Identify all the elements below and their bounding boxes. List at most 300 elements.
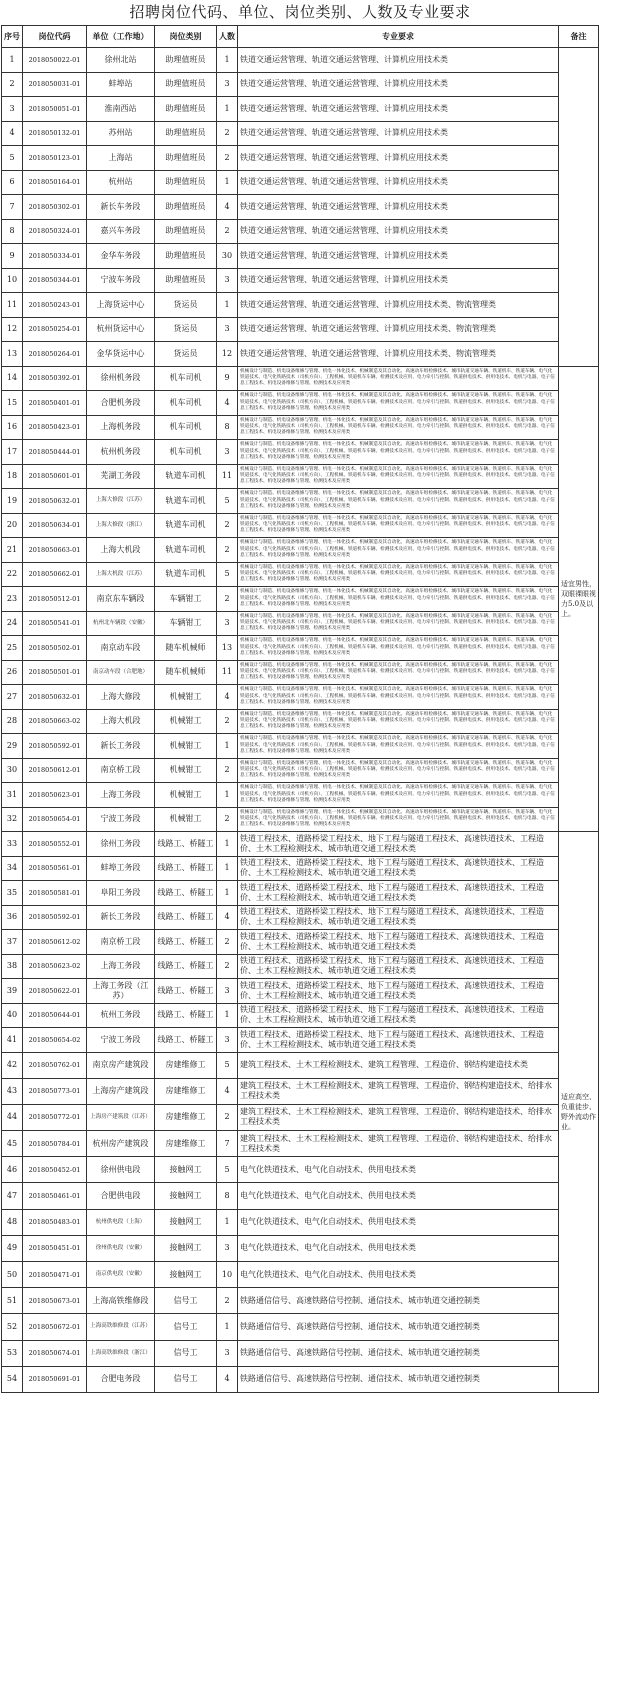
row-category: 线路工、桥隧工: [155, 954, 217, 979]
row-major: 铁道工程技术、道路桥梁工程技术、地下工程与隧道工程技术、高速铁道技术、工程造价、土木工程检测技术、城市轨道交通工程技术类: [238, 930, 559, 955]
table-row: [2, 709, 599, 734]
table-row: [2, 636, 599, 661]
row-code: 2018050784-01: [23, 1131, 87, 1157]
row-count: 1: [217, 1003, 238, 1028]
row-no: 2: [2, 72, 23, 97]
row-category: 车辆钳工: [155, 611, 217, 636]
row-count: 5: [217, 489, 238, 514]
row-unit: 杭州站: [87, 170, 155, 195]
row-unit: 新长车务段: [87, 195, 155, 220]
row-no: 23: [2, 587, 23, 612]
row-unit: 杭州北车辆段（安徽）: [87, 611, 155, 636]
row-count: 2: [217, 930, 238, 955]
row-category: 车辆钳工: [155, 587, 217, 612]
table-row: [2, 1003, 599, 1028]
note-field-work: 适应高空、负重徒步、野外流动作业。: [559, 832, 599, 1393]
row-unit: 新长工务段: [87, 734, 155, 759]
row-major: 电气化铁道技术、电气化自动技术、供用电技术类: [238, 1183, 559, 1209]
note-vision: 适宜男性，双眼裸眼视力5.0及以上。: [559, 366, 599, 832]
row-no: 34: [2, 856, 23, 881]
table-row: [2, 1131, 599, 1157]
row-major: 铁道交通运营管理、轨道交通运营管理、计算机应用技术类: [238, 97, 559, 122]
recruitment-table: [1, 25, 599, 1393]
row-category: 助理值班员: [155, 170, 217, 195]
row-major: 铁道交通运营管理、轨道交通运营管理、计算机应用技术类: [238, 219, 559, 244]
row-code: 2018050123-01: [23, 146, 87, 171]
row-no: 6: [2, 170, 23, 195]
row-unit: 合肥电务段: [87, 1366, 155, 1392]
row-unit: 新长工务段: [87, 905, 155, 930]
row-major: 机械设计与制造、机电设备维修与管理、机电一体化技术、机械制造及其自动化、高速动车组检修技术、城市轨道交通车辆、铁道机车、铁道车辆、电气化铁道技术、电气化铁路技术（司机方向）、工程机械、铁道机车车辆、检测技术及应用、电力牵引与控制、铁道供电技术、供用电技术、电机与电器、电子信息工程技术、机电设备维修与管理、检测技术及应用类: [238, 611, 559, 636]
row-unit: 杭州机务段: [87, 440, 155, 465]
row-category: 房建维修工: [155, 1104, 217, 1130]
row-no: 19: [2, 489, 23, 514]
row-category: 助理值班员: [155, 48, 217, 73]
row-count: 1: [217, 734, 238, 759]
table-row: [2, 293, 599, 318]
row-count: 3: [217, 979, 238, 1004]
row-category: 助理值班员: [155, 121, 217, 146]
row-no: 7: [2, 195, 23, 220]
row-code: 2018050243-01: [23, 293, 87, 318]
table-row: [2, 1209, 599, 1235]
row-category: 货运员: [155, 317, 217, 342]
row-count: 10: [217, 1262, 238, 1288]
row-count: 2: [217, 219, 238, 244]
row-code: 2018050581-01: [23, 881, 87, 906]
row-no: 16: [2, 415, 23, 440]
row-no: 24: [2, 611, 23, 636]
row-no: 18: [2, 464, 23, 489]
table-row: [2, 317, 599, 342]
row-code: 2018050662-01: [23, 562, 87, 587]
row-major: 铁路通信信号、高速铁路信号控制、通信技术、城市轨道交通控制类: [238, 1314, 559, 1340]
row-code: 2018050623-02: [23, 954, 87, 979]
row-major: 电气化铁道技术、电气化自动技术、供用电技术类: [238, 1262, 559, 1288]
table-row: [2, 1340, 599, 1366]
table-row: [2, 1314, 599, 1340]
row-category: 接触网工: [155, 1157, 217, 1183]
table-row: [2, 905, 599, 930]
row-no: 4: [2, 121, 23, 146]
row-unit: 蚌埠站: [87, 72, 155, 97]
row-unit: 上海大机段: [87, 709, 155, 734]
row-count: 12: [217, 342, 238, 367]
row-count: 2: [217, 146, 238, 171]
row-no: 12: [2, 317, 23, 342]
row-count: 4: [217, 195, 238, 220]
table-row: [2, 930, 599, 955]
row-unit: 合肥供电段: [87, 1183, 155, 1209]
row-count: 8: [217, 1183, 238, 1209]
row-no: 27: [2, 685, 23, 710]
row-major: 机械设计与制造、机电设备维修与管理、机电一体化技术、机械制造及其自动化、高速动车组检修技术、城市轨道交通车辆、铁道机车、铁道车辆、电气化铁道技术、电气化铁路技术（司机方向）、工程机械、铁道机车车辆、检测技术及应用、电力牵引与控制、铁道供电技术、供用电技术、电机与电器、电子信息工程技术、机电设备维修与管理、检测技术及应用类: [238, 513, 559, 538]
row-no: 54: [2, 1366, 23, 1392]
row-unit: 嘉兴车务段: [87, 219, 155, 244]
table-row: [2, 685, 599, 710]
row-major: 机械设计与制造、机电设备维修与管理、机电一体化技术、机械制造及其自动化、高速动车组检修技术、城市轨道交通车辆、铁道机车、铁道车辆、电气化铁道技术、电气化铁路技术（司机方向）、工程机械、铁道机车车辆、检测技术及应用、电力牵引与控制、铁道供电技术、供用电技术、电机与电器、电子信息工程技术、机电设备维修与管理、检测技术及应用类: [238, 489, 559, 514]
row-unit: 金华车务段: [87, 244, 155, 269]
table-row: [2, 1235, 599, 1261]
row-code: 2018050592-01: [23, 734, 87, 759]
row-category: 助理值班员: [155, 219, 217, 244]
table-row: [2, 464, 599, 489]
row-category: 助理值班员: [155, 146, 217, 171]
row-category: 助理值班员: [155, 244, 217, 269]
row-unit: 南京供电段（安徽）: [87, 1262, 155, 1288]
row-count: 2: [217, 587, 238, 612]
row-category: 助理值班员: [155, 72, 217, 97]
table-row: [2, 342, 599, 367]
row-unit: 上海工务段: [87, 954, 155, 979]
row-unit: 宁波工务段: [87, 1028, 155, 1053]
row-unit: 上海房产建筑段: [87, 1078, 155, 1104]
row-code: 2018050654-01: [23, 807, 87, 832]
table-row: [2, 611, 599, 636]
table-row: [2, 391, 599, 416]
table-row: [2, 97, 599, 122]
row-major: 机械设计与制造、机电设备维修与管理、机电一体化技术、机械制造及其自动化、高速动车组检修技术、城市轨道交通车辆、铁道机车、铁道车辆、电气化铁道技术、电气化铁路技术（司机方向）、工程机械、铁道机车车辆、检测技术及应用、电力牵引与控制、铁道供电技术、供用电技术、电机与电器、电子信息工程技术、机电设备维修与管理、检测技术及应用类: [238, 734, 559, 759]
row-count: 3: [217, 317, 238, 342]
row-unit: 上海工务段: [87, 783, 155, 808]
col-header-major: 专业要求: [238, 26, 559, 48]
row-major: 铁道工程技术、道路桥梁工程技术、地下工程与隧道工程技术、高速铁道技术、工程造价、土木工程检测技术、城市轨道交通工程技术类: [238, 881, 559, 906]
row-code: 2018050541-01: [23, 611, 87, 636]
col-header-code: 岗位代码: [23, 26, 87, 48]
row-count: 3: [217, 1340, 238, 1366]
row-category: 机车司机: [155, 415, 217, 440]
row-unit: 南京桥工段: [87, 758, 155, 783]
row-count: 9: [217, 366, 238, 391]
page-title: 招聘岗位代码、单位、岗位类别、人数及专业要求: [129, 3, 471, 21]
table-row: [2, 1078, 599, 1104]
row-count: 2: [217, 1104, 238, 1130]
row-no: 35: [2, 881, 23, 906]
row-code: 2018050672-01: [23, 1314, 87, 1340]
row-major: 机械设计与制造、机电设备维修与管理、机电一体化技术、机械制造及其自动化、高速动车组检修技术、城市轨道交通车辆、铁道机车、铁道车辆、电气化铁道技术、电气化铁路技术（司机方向）、工程机械、铁道机车车辆、检测技术及应用、电力牵引与控制、铁道供电技术、供用电技术、电机与电器、电子信息工程技术、机电设备维修与管理、检测技术及应用类: [238, 660, 559, 685]
row-major: 机械设计与制造、机电设备维修与管理、机电一体化技术、机械制造及其自动化、高速动车组检修技术、城市轨道交通车辆、铁道机车、铁道车辆、电气化铁道技术、电气化铁路技术（司机方向）、工程机械、铁道机车车辆、检测技术及应用、电力牵引与控制、铁道供电技术、供用电技术、电机与电器、电子信息工程技术、机电设备维修与管理、检测技术及应用类: [238, 464, 559, 489]
row-category: 接触网工: [155, 1262, 217, 1288]
row-no: 53: [2, 1340, 23, 1366]
row-major: 建筑工程技术、土木工程检测技术、建筑工程管理、工程造价、钢结构建造技术、给排水工程技术类: [238, 1131, 559, 1157]
row-count: 1: [217, 856, 238, 881]
row-category: 轨道车司机: [155, 538, 217, 563]
table-row: [2, 366, 599, 391]
table-row: [2, 72, 599, 97]
row-category: 信号工: [155, 1366, 217, 1392]
row-major: 电气化铁道技术、电气化自动技术、供用电技术类: [238, 1235, 559, 1261]
row-code: 2018050644-01: [23, 1003, 87, 1028]
row-unit: 上海大修段（浙江）: [87, 513, 155, 538]
table-row: [2, 734, 599, 759]
row-no: 26: [2, 660, 23, 685]
row-no: 10: [2, 268, 23, 293]
row-count: 1: [217, 293, 238, 318]
row-count: 3: [217, 72, 238, 97]
row-unit: 上海高铁维修段（江苏）: [87, 1314, 155, 1340]
row-no: 52: [2, 1314, 23, 1340]
col-header-no: 序号: [2, 26, 23, 48]
row-category: 随车机械师: [155, 660, 217, 685]
row-major: 铁道交通运营管理、轨道交通运营管理、计算机应用技术类: [238, 48, 559, 73]
row-code: 2018050444-01: [23, 440, 87, 465]
row-unit: 上海工务段（江苏）: [87, 979, 155, 1004]
row-category: 机械钳工: [155, 709, 217, 734]
row-no: 20: [2, 513, 23, 538]
row-unit: 徐州供电段（安徽）: [87, 1235, 155, 1261]
row-unit: 南京动车段: [87, 636, 155, 661]
row-category: 轨道车司机: [155, 562, 217, 587]
row-category: 助理值班员: [155, 97, 217, 122]
row-no: 21: [2, 538, 23, 563]
row-no: 32: [2, 807, 23, 832]
row-major: 铁道交通运营管理、轨道交通运营管理、计算机应用技术类: [238, 170, 559, 195]
row-category: 线路工、桥隧工: [155, 832, 217, 857]
row-unit: 蚌埠工务段: [87, 856, 155, 881]
table-row: [2, 195, 599, 220]
table-row: [2, 415, 599, 440]
row-unit: 南京房产建筑段: [87, 1052, 155, 1078]
row-major: 机械设计与制造、机电设备维修与管理、机电一体化技术、机械制造及其自动化、高速动车组检修技术、城市轨道交通车辆、铁道机车、铁道车辆、电气化铁道技术、电气化铁路技术（司机方向）、工程机械、铁道机车车辆、检测技术及应用、电力牵引与控制、铁道供电技术、供用电技术、电机与电器、电子信息工程技术、机电设备维修与管理、检测技术及应用类: [238, 807, 559, 832]
row-code: 2018050461-01: [23, 1183, 87, 1209]
row-code: 2018050634-01: [23, 513, 87, 538]
row-count: 2: [217, 513, 238, 538]
table-row: [2, 219, 599, 244]
row-category: 货运员: [155, 293, 217, 318]
row-no: 15: [2, 391, 23, 416]
row-count: 4: [217, 685, 238, 710]
row-category: 机械钳工: [155, 734, 217, 759]
row-unit: 上海大修段（江苏）: [87, 489, 155, 514]
table-row: [2, 1052, 599, 1078]
table-row: [2, 538, 599, 563]
row-no: 33: [2, 832, 23, 857]
col-header-unit: 单位（工作地）: [87, 26, 155, 48]
row-count: 2: [217, 807, 238, 832]
row-code: 2018050632-01: [23, 489, 87, 514]
row-unit: 南京动车段（合肥地）: [87, 660, 155, 685]
row-code: 2018050691-01: [23, 1366, 87, 1392]
table-row: [2, 1366, 599, 1392]
table-body: [2, 48, 599, 1393]
row-major: 机械设计与制造、机电设备维修与管理、机电一体化技术、机械制造及其自动化、高速动车组检修技术、城市轨道交通车辆、铁道机车、铁道车辆、电气化铁道技术、电气化铁路技术（司机方向）、工程机械、铁道机车车辆、检测技术及应用、电力牵引与控制、铁道供电技术、供用电技术、电机与电器、电子信息工程技术、机电设备维修与管理、检测技术及应用类: [238, 415, 559, 440]
row-major: 铁道交通运营管理、轨道交通运营管理、计算机应用技术类: [238, 244, 559, 269]
row-major: 电气化铁道技术、电气化自动技术、供用电技术类: [238, 1157, 559, 1183]
row-category: 机械钳工: [155, 783, 217, 808]
row-category: 信号工: [155, 1288, 217, 1314]
table-row: [2, 170, 599, 195]
row-no: 43: [2, 1078, 23, 1104]
row-unit: 上海高铁维修段（浙江）: [87, 1340, 155, 1366]
row-major: 建筑工程技术、土木工程检测技术、建筑工程管理、工程造价、钢结构建造技术、给排水工程技术类: [238, 1078, 559, 1104]
row-major: 铁道工程技术、道路桥梁工程技术、地下工程与隧道工程技术、高速铁道技术、工程造价、土木工程检测技术、城市轨道交通工程技术类: [238, 856, 559, 881]
row-major: 铁道交通运营管理、轨道交通运营管理、计算机应用技术类、物流管理类: [238, 317, 559, 342]
row-count: 1: [217, 881, 238, 906]
row-unit: 杭州货运中心: [87, 317, 155, 342]
row-no: 51: [2, 1288, 23, 1314]
row-unit: 徐州工务段: [87, 832, 155, 857]
row-major: 机械设计与制造、机电设备维修与管理、机电一体化技术、机械制造及其自动化、高速动车组检修技术、城市轨道交通车辆、铁道机车、铁道车辆、电气化铁道技术、电气化铁路技术（司机方向）、工程机械、铁道机车车辆、检测技术及应用、电力牵引与控制、铁道供电技术、供用电技术、电机与电器、电子信息工程技术、机电设备维修与管理、检测技术及应用类: [238, 538, 559, 563]
row-major: 机械设计与制造、机电设备维修与管理、机电一体化技术、机械制造及其自动化、高速动车组检修技术、城市轨道交通车辆、铁道机车、铁道车辆、电气化铁道技术、电气化铁路技术（司机方向）、工程机械、铁道机车车辆、检测技术及应用、电力牵引与控制、铁道供电技术、供用电技术、电机与电器、电子信息工程技术、机电设备维修与管理、检测技术及应用类: [238, 391, 559, 416]
row-code: 2018050031-01: [23, 72, 87, 97]
row-unit: 上海机务段: [87, 415, 155, 440]
row-major: 机械设计与制造、机电设备维修与管理、机电一体化技术、机械制造及其自动化、高速动车组检修技术、城市轨道交通车辆、铁道机车、铁道车辆、电气化铁道技术、电气化铁路技术（司机方向）、工程机械、铁道机车车辆、检测技术及应用、电力牵引与控制、铁道供电技术、供用电技术、电机与电器、电子信息工程技术、机电设备维修与管理、检测技术及应用类: [238, 636, 559, 661]
row-count: 3: [217, 268, 238, 293]
row-code: 2018050501-01: [23, 660, 87, 685]
row-no: 17: [2, 440, 23, 465]
row-code: 2018050601-01: [23, 464, 87, 489]
row-major: 铁道交通运营管理、轨道交通运营管理、计算机应用技术类、物流管理类: [238, 342, 559, 367]
row-unit: 宁波车务段: [87, 268, 155, 293]
row-code: 2018050552-01: [23, 832, 87, 857]
row-no: 36: [2, 905, 23, 930]
row-category: 信号工: [155, 1340, 217, 1366]
row-no: 41: [2, 1028, 23, 1053]
table-row: [2, 1183, 599, 1209]
row-unit: 杭州供电段（上海）: [87, 1209, 155, 1235]
table-row: [2, 268, 599, 293]
row-major: 机械设计与制造、机电设备维修与管理、机电一体化技术、机械制造及其自动化、高速动车组检修技术、城市轨道交通车辆、铁道机车、铁道车辆、电气化铁道技术、电气化铁路技术（司机方向）、工程机械、铁道机车车辆、检测技术及应用、电力牵引与控制、铁道供电技术、供用电技术、电机与电器、电子信息工程技术、机电设备维修与管理、检测技术及应用类: [238, 709, 559, 734]
row-no: 14: [2, 366, 23, 391]
row-code: 2018050324-01: [23, 219, 87, 244]
row-count: 1: [217, 1209, 238, 1235]
row-major: 铁道工程技术、道路桥梁工程技术、地下工程与隧道工程技术、高速铁道技术、工程造价、土木工程检测技术、城市轨道交通工程技术类: [238, 905, 559, 930]
table-row: [2, 513, 599, 538]
row-no: 38: [2, 954, 23, 979]
row-no: 31: [2, 783, 23, 808]
row-unit: 宁波工务段: [87, 807, 155, 832]
row-category: 货运员: [155, 342, 217, 367]
table-row: [2, 587, 599, 612]
row-code: 2018050344-01: [23, 268, 87, 293]
row-code: 2018050502-01: [23, 636, 87, 661]
row-no: 40: [2, 1003, 23, 1028]
table-row: [2, 660, 599, 685]
row-major: 铁道工程技术、道路桥梁工程技术、地下工程与隧道工程技术、高速铁道技术、工程造价、土木工程检测技术、城市轨道交通工程技术类: [238, 979, 559, 1004]
row-code: 2018050762-01: [23, 1052, 87, 1078]
table-row: [2, 881, 599, 906]
table-row: [2, 1104, 599, 1130]
row-major: 铁道工程技术、道路桥梁工程技术、地下工程与隧道工程技术、高速铁道技术、工程造价、土木工程检测技术、城市轨道交通工程技术类: [238, 1003, 559, 1028]
row-code: 2018050423-01: [23, 415, 87, 440]
row-code: 2018050451-01: [23, 1235, 87, 1261]
row-major: 电气化铁道技术、电气化自动技术、供用电技术类: [238, 1209, 559, 1235]
row-major: 机械设计与制造、机电设备维修与管理、机电一体化技术、机械制造及其自动化、高速动车组检修技术、城市轨道交通车辆、铁道机车、铁道车辆、电气化铁道技术、电气化铁路技术（司机方向）、工程机械、铁道机车车辆、检测技术及应用、电力牵引与控制、铁道供电技术、供用电技术、电机与电器、电子信息工程技术、机电设备维修与管理、检测技术及应用类: [238, 783, 559, 808]
row-code: 2018050654-02: [23, 1028, 87, 1053]
row-category: 机车司机: [155, 366, 217, 391]
row-no: 3: [2, 97, 23, 122]
row-code: 2018050401-01: [23, 391, 87, 416]
row-no: 11: [2, 293, 23, 318]
row-unit: 南京桥工段: [87, 930, 155, 955]
row-major: 铁道交通运营管理、轨道交通运营管理、计算机应用技术类: [238, 72, 559, 97]
row-count: 1: [217, 783, 238, 808]
row-code: 2018050673-01: [23, 1288, 87, 1314]
row-code: 2018050612-02: [23, 930, 87, 955]
row-count: 5: [217, 1157, 238, 1183]
row-no: 44: [2, 1104, 23, 1130]
row-major: 机械设计与制造、机电设备维修与管理、机电一体化技术、机械制造及其自动化、高速动车组检修技术、城市轨道交通车辆、铁道机车、铁道车辆、电气化铁道技术、电气化铁路技术（司机方向）、工程机械、铁道机车车辆、检测技术及应用、电力牵引与控制、铁道供电技术、供用电技术、电机与电器、电子信息工程技术、机电设备维修与管理、检测技术及应用类: [238, 562, 559, 587]
row-major: 铁道工程技术、道路桥梁工程技术、地下工程与隧道工程技术、高速铁道技术、工程造价、土木工程检测技术、城市轨道交通工程技术类: [238, 954, 559, 979]
table-row: [2, 832, 599, 857]
row-unit: 上海货运中心: [87, 293, 155, 318]
row-count: 1: [217, 1314, 238, 1340]
row-unit: 徐州机务段: [87, 366, 155, 391]
row-category: 房建维修工: [155, 1078, 217, 1104]
row-code: 2018050592-01: [23, 905, 87, 930]
table-row: [2, 807, 599, 832]
row-no: 5: [2, 146, 23, 171]
row-no: 30: [2, 758, 23, 783]
row-major: 铁道交通运营管理、轨道交通运营管理、计算机应用技术类: [238, 146, 559, 171]
row-count: 7: [217, 1131, 238, 1157]
row-no: 50: [2, 1262, 23, 1288]
table-row: [2, 758, 599, 783]
row-count: 1: [217, 832, 238, 857]
row-count: 2: [217, 538, 238, 563]
row-count: 3: [217, 1028, 238, 1053]
row-major: 铁道交通运营管理、轨道交通运营管理、计算机应用技术类: [238, 121, 559, 146]
row-major: 机械设计与制造、机电设备维修与管理、机电一体化技术、机械制造及其自动化、高速动车组检修技术、城市轨道交通车辆、铁道机车、铁道车辆、电气化铁道技术、电气化铁路技术（司机方向）、工程机械、铁道机车车辆、检测技术及应用、电力牵引与控制、铁道供电技术、供用电技术、电机与电器、电子信息工程技术、机电设备维修与管理、检测技术及应用类: [238, 587, 559, 612]
row-code: 2018050512-01: [23, 587, 87, 612]
row-category: 机械钳工: [155, 685, 217, 710]
row-count: 3: [217, 1235, 238, 1261]
table-row: [2, 48, 599, 73]
row-category: 线路工、桥隧工: [155, 856, 217, 881]
row-unit: 阜阳工务段: [87, 881, 155, 906]
table-row: [2, 244, 599, 269]
row-count: 11: [217, 660, 238, 685]
row-count: 5: [217, 1052, 238, 1078]
row-code: 2018050632-01: [23, 685, 87, 710]
row-unit: 上海高铁维修段: [87, 1288, 155, 1314]
row-unit: 徐州北站: [87, 48, 155, 73]
row-category: 线路工、桥隧工: [155, 930, 217, 955]
table-row: [2, 121, 599, 146]
row-code: 2018050254-01: [23, 317, 87, 342]
row-unit: 金华货运中心: [87, 342, 155, 367]
row-count: 1: [217, 97, 238, 122]
col-header-category: 岗位类别: [155, 26, 217, 48]
row-no: 28: [2, 709, 23, 734]
row-code: 2018050772-01: [23, 1104, 87, 1130]
row-major: 铁路通信信号、高速铁路信号控制、通信技术、城市轨道交通控制类: [238, 1366, 559, 1392]
row-category: 线路工、桥隧工: [155, 905, 217, 930]
row-code: 2018050663-02: [23, 709, 87, 734]
table-header-row: [2, 26, 599, 48]
row-category: 线路工、桥隧工: [155, 1028, 217, 1053]
row-category: 轨道车司机: [155, 464, 217, 489]
table-row: [2, 954, 599, 979]
row-count: 13: [217, 636, 238, 661]
row-category: 接触网工: [155, 1183, 217, 1209]
row-major: 机械设计与制造、机电设备维修与管理、机电一体化技术、机械制造及其自动化、高速动车组检修技术、城市轨道交通车辆、铁道机车、铁道车辆、电气化铁道技术、电气化铁路技术（司机方向）、工程机械、铁道机车车辆、检测技术及应用、电力牵引与控制、铁道供电技术、供用电技术、电机与电器、电子信息工程技术、机电设备维修与管理、检测技术及应用类: [238, 440, 559, 465]
row-category: 信号工: [155, 1314, 217, 1340]
row-category: 机车司机: [155, 391, 217, 416]
row-code: 2018050452-01: [23, 1157, 87, 1183]
table-row: [2, 979, 599, 1004]
table-row: [2, 1262, 599, 1288]
row-count: 3: [217, 611, 238, 636]
row-no: 22: [2, 562, 23, 587]
row-major: 机械设计与制造、机电设备维修与管理、机电一体化技术、机械制造及其自动化、高速动车组检修技术、城市轨道交通车辆、铁道机车、铁道车辆、电气化铁道技术、电气化铁路技术（司机方向）、工程机械、铁道机车车辆、检测技术及应用、电力牵引与控制、铁道供电技术、供用电技术、电机与电器、电子信息工程技术、机电设备维修与管理、检测技术及应用类: [238, 685, 559, 710]
row-category: 轨道车司机: [155, 513, 217, 538]
row-count: 30: [217, 244, 238, 269]
row-code: 2018050334-01: [23, 244, 87, 269]
row-category: 机械钳工: [155, 807, 217, 832]
row-unit: 上海大修段: [87, 685, 155, 710]
table-row: [2, 562, 599, 587]
